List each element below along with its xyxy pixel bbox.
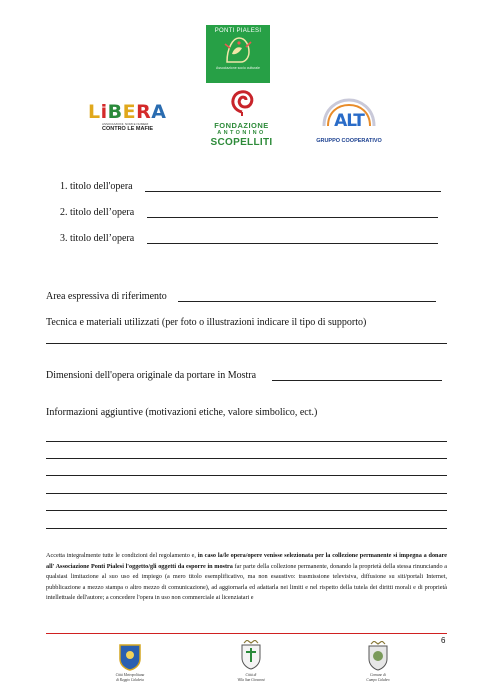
tecnica-label: Tecnica e materiali utilizzati (per foto o illustrazioni indicare il tipo di supporto): [46, 317, 367, 328]
info-blank-1[interactable]: [46, 441, 447, 442]
partner-2-line1: Città di: [245, 673, 257, 677]
gruppo-cooperativo-logo: [313, 96, 385, 142]
ponti-pialesi-logo: [206, 25, 270, 83]
metropolitana-crest-icon: [118, 643, 142, 671]
paragraph-part1: Accetta integralmente tutte le condizioni del regolamento e,: [46, 552, 198, 559]
libera-wordmark: LiBERA: [88, 101, 167, 123]
title-1-blank[interactable]: [145, 191, 441, 192]
scopelliti-spiral-icon: [225, 86, 259, 116]
ponti-pialesi-name: PONTI PIALESI: [214, 28, 262, 34]
svg-text:ALT: ALT: [334, 111, 364, 131]
scopelliti-line2: ANTONINO: [217, 130, 266, 136]
partner-3-caption: [348, 673, 408, 682]
fondazione-scopelliti-logo: [204, 86, 279, 148]
paragraph-bold: in caso la/le opera/opere venisse selezionata per la collezione permanente si impegna a donare all' Associazione Ponti Pialesi l'oggetto/gli oggetti da esporre in mostra: [46, 552, 447, 570]
info-blank-5[interactable]: [46, 510, 447, 511]
gruppo-cooperativo-caption: GRUPPO COOPERATIVO: [316, 138, 382, 144]
campo-calabro-crest-icon: [366, 641, 390, 671]
title-3-label: 3. titolo dell’opera: [60, 233, 135, 244]
libera-logo: [88, 101, 167, 142]
ponti-pialesi-emblem: [221, 34, 255, 64]
title-3-blank[interactable]: [147, 243, 438, 244]
partner-3-line2: Campo Calabro: [366, 677, 390, 682]
partner-1-line2: di Reggio Calabria: [116, 677, 144, 682]
area-blank[interactable]: [178, 301, 436, 302]
dimensioni-blank[interactable]: [272, 380, 442, 381]
title-2-label: 2. titolo dell’opera: [60, 207, 135, 218]
info-label: Informazioni aggiuntive (motivazioni etiche, valore simbolico, ect.): [46, 407, 318, 418]
scopelliti-line1: FONDAZIONE: [214, 121, 269, 130]
area-label: Area espressiva di riferimento: [46, 291, 167, 302]
footer-rule: [46, 633, 447, 634]
info-blank-2[interactable]: [46, 458, 447, 459]
scopelliti-line3: SCOPELLITI: [210, 137, 273, 148]
title-1-label: 1. titolo dell'opera: [60, 181, 133, 192]
partner-1-caption: [98, 673, 162, 682]
title-2-blank[interactable]: [147, 217, 438, 218]
libera-tagline: CONTRO LE MAFIE: [102, 126, 154, 132]
page-number: 6: [441, 636, 446, 645]
villa-san-giovanni-crest-icon: [239, 640, 263, 670]
info-blank-6[interactable]: [46, 528, 447, 529]
acceptance-paragraph: [46, 551, 447, 604]
libera-subtitle: ASSOCIAZIONI, NOMI E NUMERI: [102, 122, 149, 126]
partner-2-line2: Villa San Giovanni: [237, 677, 265, 682]
partner-1-line1: Città Metropolitana: [115, 673, 145, 677]
info-blank-3[interactable]: [46, 475, 447, 476]
partner-2-caption: [221, 673, 281, 682]
paragraph-part2: far parte della collezione permanente, donando la proprietà della stessa rinunciando a qualsiasi limitazione al suo uso ed impiego (a mero titolo esemplificativo, ma non esaustivo: trasmissione televisiva, diffusione su siti/portali Internet, pubblicazione a mezzo stampa o altro mezzo di comunicazione), ad aggiornarla ed adattarla nei limiti e nel rispetto della tutela dei diritti morali e di proprietà intellettuale dell'autore; a concedere l'opera in uso non commerciale ai licenziatari e: [46, 562, 447, 602]
tecnica-blank[interactable]: [46, 343, 447, 344]
dimensioni-label: Dimensioni dell'opera originale da portare in Mostra: [46, 370, 257, 381]
info-blank-4[interactable]: [46, 493, 447, 494]
partner-3-line1: Comune di: [370, 673, 386, 677]
gruppo-cooperativo-emblem: [318, 96, 380, 132]
ponti-pialesi-subtitle: Associazione socio culturale: [216, 66, 260, 70]
